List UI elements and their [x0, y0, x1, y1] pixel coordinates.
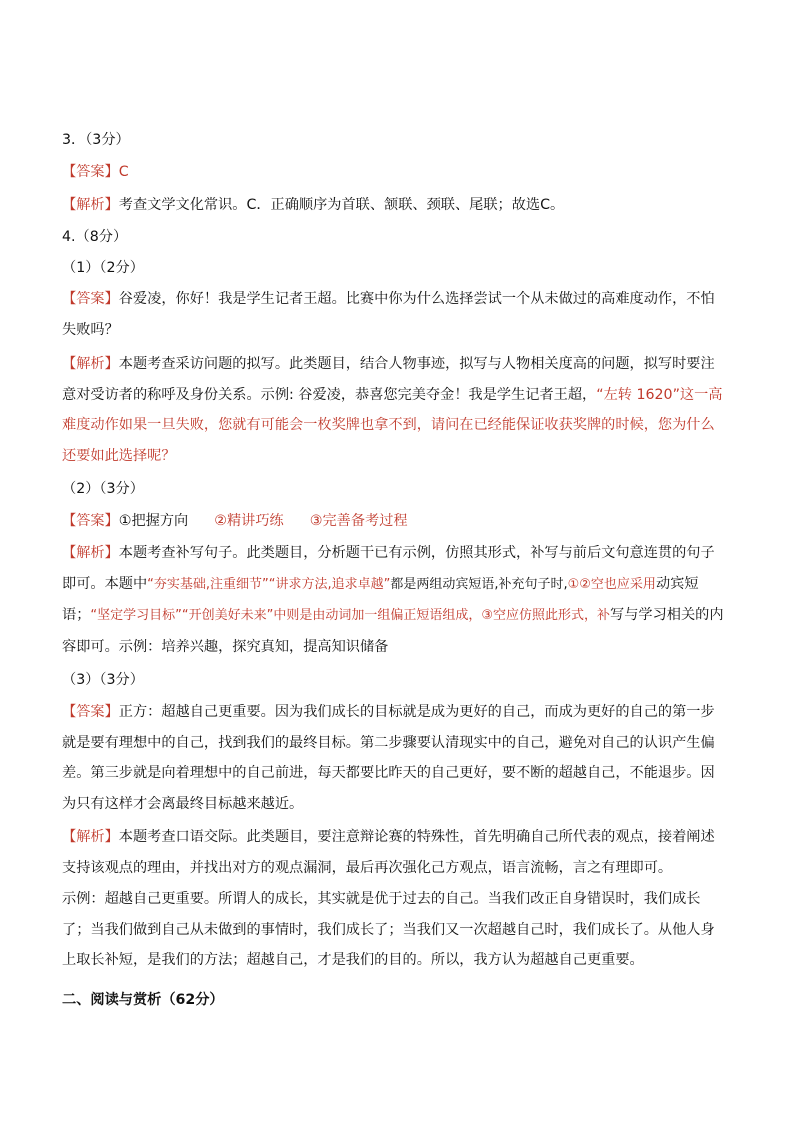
- analysis-tag: 【解析】: [62, 356, 119, 372]
- answer-tag: 【答案】: [62, 513, 119, 529]
- q4-p3-analysis-text: 本题考查口语交际。此类题目，要注意辩论赛的特殊性，首先明确自己所代表的观点，接着阐述支持该观点的理由，并找出对方的观点漏洞，最后再次强化己方观点，语言流畅，言之有理即可。: [62, 829, 715, 876]
- q4-p2-analysis-a: 本题考查补写句子。此类题目，分析题干已有示例，仿照其形式，补写与前后文句意连贯的句子即可。本题中: [62, 545, 715, 592]
- q4-p3-analysis: [62, 822, 724, 883]
- analysis-tag: 【解析】: [62, 197, 119, 213]
- q4-p1-analysis: [62, 349, 724, 471]
- section2-title-text: 二、阅读与赏析（62分）: [62, 992, 224, 1008]
- q4-p2-analysis: [62, 538, 724, 662]
- q3-analysis-text: 考查文学文化常识。C．正确顺序为首联、颔联、颈联、尾联；故选C。: [118, 197, 565, 213]
- q4-p3-example: [62, 884, 724, 976]
- q3-analysis: [62, 190, 724, 221]
- q4-p2-analysis-b: “夯实基础,注重细节”: [147, 576, 269, 592]
- q4-p1-analysis-black: 本题考查采访问题的拟写。此类题目，结合人物事迹，拟写与人物相关度高的问题，拟写时要注意对受访者的称呼及身份关系。示例: 谷爱凌，恭喜您完美夺金！我是学生记者王超，: [62, 356, 715, 403]
- answer-tag: 【答案】: [62, 164, 119, 180]
- q4-p1-heading: [62, 253, 724, 284]
- q4-p1-answer: [62, 284, 724, 345]
- answer-tag: 【答案】: [62, 704, 119, 720]
- q4-p2-analysis-h: 写与学习相关的内容即可。示例：培养兴趣，探究真知，提高知识储备: [62, 607, 724, 655]
- q4-p3-heading: [62, 665, 724, 696]
- q4-p2-answer: [62, 506, 724, 537]
- analysis-tag: 【解析】: [62, 545, 119, 561]
- q4-heading-text: 4.（8分）: [62, 229, 128, 245]
- answer-tag: 【答案】: [62, 291, 119, 307]
- q3-answer: [62, 157, 724, 188]
- q4-p2-answer-1: ①把握方向: [118, 513, 189, 529]
- analysis-tag: 【解析】: [62, 829, 119, 845]
- q4-p2-analysis-f: 动宾短语；: [62, 575, 699, 623]
- q4-p2-heading: [62, 474, 724, 505]
- q4-p1-answer-text: 谷爱凌，你好！我是学生记者王超。比赛中你为什么选择尝试一个从未做过的高难度动作，不怕失败吗？: [62, 291, 715, 338]
- section2-title: [62, 985, 724, 1016]
- q4-p2-analysis-c: “讲求方法,追求卓越”: [268, 576, 391, 592]
- q4-p3-heading-text: （3）（3分）: [62, 672, 144, 688]
- q4-heading: [62, 222, 724, 253]
- q4-p2-analysis-g: “坚定学习目标”“开创美好未来”中则是由动词加一组偏正短语组成，③空应仿照此形式，补: [90, 608, 610, 623]
- q4-p2-analysis-d: 都是两组动宾短语,补充句子时,: [390, 576, 568, 592]
- q4-p3-answer: [62, 697, 724, 819]
- q4-p1-heading-text: （1）（2分）: [62, 260, 144, 276]
- q3-answer-text: C: [118, 164, 129, 180]
- q4-p2-heading-text: （2）（3分）: [62, 481, 144, 497]
- q4-p2-answer-2: ②精讲巧练: [214, 513, 284, 529]
- q4-p1-analysis-red: “左转 1620”这一高难度动作如果一旦失败，您就有可能会一枚奖牌也拿不到，请问在已经能保证收获奖牌的时候，您为什么还要如此选择呢？: [62, 386, 723, 464]
- q4-p2-analysis-e: ①②空也应采用: [567, 576, 656, 592]
- q3-heading: [62, 125, 724, 156]
- q4-p3-answer-text: 正方：超越自己更重要。因为我们成长的目标就是成为更好的自己，而成为更好的自己的第一步就是要有理想中的自己，找到我们的最终目标。第二步骤要认清现实中的自己，避免对自己的认识产生偏差。第三步就是向着理想中的自己前进，每天都要比昨天的自己更好，要不断的超越自己，不能退步。因为只有这样才会离最终目标越来越近。: [62, 704, 715, 812]
- q4-p2-answer-3: ③完善备考过程: [309, 513, 408, 529]
- q4-p3-example-text: 示例：超越自己更重要。所谓人的成长，其实就是优于过去的自己。当我们改正自身错误时，我们成长了；当我们做到自己从未做到的事情时，我们成长了；当我们又一次超越自己时，我们成长了。从他人身上取长补短，是我们的方法；超越自己，才是我们的目的。所以，我方认为超越自己更重要。: [62, 891, 715, 968]
- q3-heading-text: 3．（3分）: [62, 132, 130, 148]
